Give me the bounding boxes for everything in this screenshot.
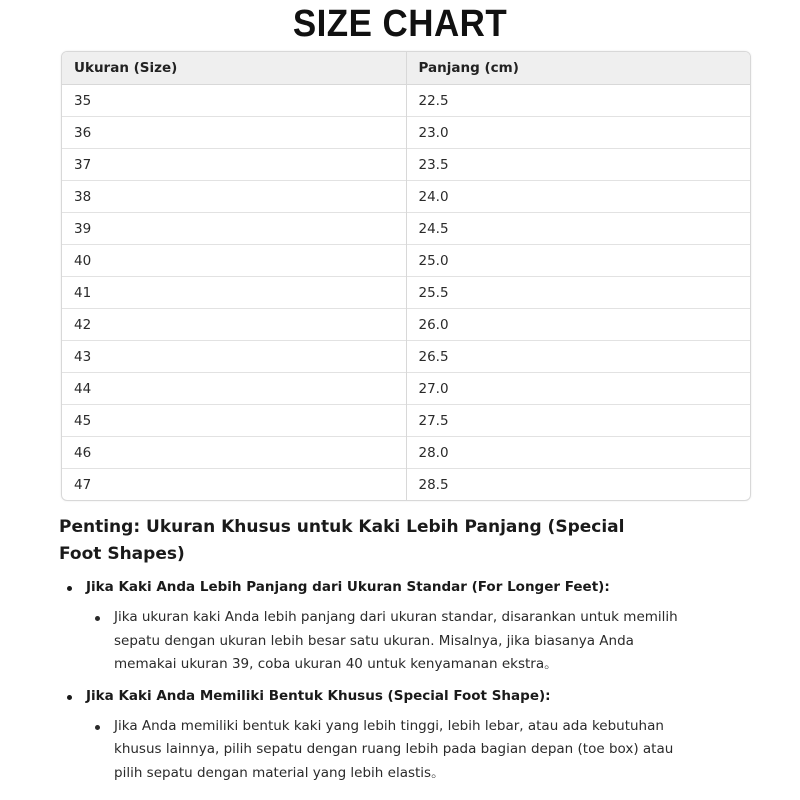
item-title-longer-feet: Jika Kaki Anda Lebih Panjang dari Ukuran Standar (For Longer Feet): — [86, 579, 610, 595]
cell-size: 43 — [62, 341, 406, 373]
cell-size: 38 — [62, 181, 406, 213]
list-item — [59, 576, 749, 677]
cell-length: 25.5 — [406, 277, 750, 309]
table-row — [62, 213, 750, 245]
table-row — [62, 469, 750, 501]
cell-length: 23.0 — [406, 117, 750, 149]
header-size: Ukuran (Size) — [62, 52, 406, 85]
cell-size: 35 — [74, 92, 92, 109]
sub-list — [86, 606, 749, 677]
table-row — [62, 245, 750, 277]
table-row — [62, 277, 750, 309]
table-body — [62, 85, 750, 501]
cell-length: 25.0 — [406, 245, 750, 277]
table-row — [62, 309, 750, 341]
table-row — [62, 149, 750, 181]
sub-list — [86, 715, 749, 786]
cell-size: 45 — [62, 405, 406, 437]
cell-size: 44 — [62, 373, 406, 405]
cell-size: 41 — [62, 277, 406, 309]
cell-size: 39 — [62, 213, 406, 245]
page-title: SIZE CHART — [292, 3, 508, 45]
size-table — [62, 52, 750, 500]
cell-size: 40 — [62, 245, 406, 277]
list-item — [59, 685, 749, 786]
table-row — [62, 341, 750, 373]
cell-length: 26.0 — [406, 309, 750, 341]
cell-length: 26.5 — [406, 341, 750, 373]
item-title-special-shape: Jika Kaki Anda Memiliki Bentuk Khusus (Special Foot Shape): — [86, 687, 551, 704]
table-row — [62, 85, 750, 117]
item-detail-special-shape: Jika Anda memiliki bentuk kaki yang lebih tinggi, lebih lebar, atau ada kebutuhan khusus lainnya, pilih sepatu dengan ruang lebih pada bagian depan (toe box) atau pilih sepatu dengan material yang lebih elastis。 — [86, 715, 684, 786]
table-header-row — [62, 52, 750, 85]
table-row — [62, 405, 750, 437]
cell-size: 47 — [62, 469, 406, 501]
cell-size: 37 — [62, 149, 406, 181]
table-row — [62, 117, 750, 149]
cell-length: 28.0 — [406, 437, 750, 469]
cell-size: 42 — [62, 309, 406, 341]
notes-heading: Penting: Ukuran Khusus untuk Kaki Lebih Panjang (Special Foot Shapes) — [59, 517, 625, 564]
cell-size: 36 — [62, 117, 406, 149]
cell-size: 46 — [62, 437, 406, 469]
size-chart-table — [61, 51, 751, 501]
cell-length: 27.5 — [406, 405, 750, 437]
cell-length: 22.5 — [406, 85, 750, 117]
table-row — [62, 181, 750, 213]
cell-length: 24.5 — [406, 213, 750, 245]
table-row — [62, 437, 750, 469]
item-detail-longer-feet: Jika ukuran kaki Anda lebih panjang dari ukuran standar, disarankan untuk memilih sepatu dengan ukuran lebih besar satu ukuran. Misalnya, jika biasanya Anda memakai ukuran 39, coba ukuran 40 untuk kenyamanan ekstra。 — [86, 606, 684, 677]
cell-length: 23.5 — [406, 149, 750, 181]
header-length: Panjang (cm) — [406, 52, 750, 85]
cell-length: 28.5 — [406, 469, 750, 501]
notes-section — [59, 514, 749, 793]
notes-list — [59, 576, 749, 785]
cell-length: 24.0 — [406, 181, 750, 213]
table-row — [62, 373, 750, 405]
cell-length: 27.0 — [406, 373, 750, 405]
